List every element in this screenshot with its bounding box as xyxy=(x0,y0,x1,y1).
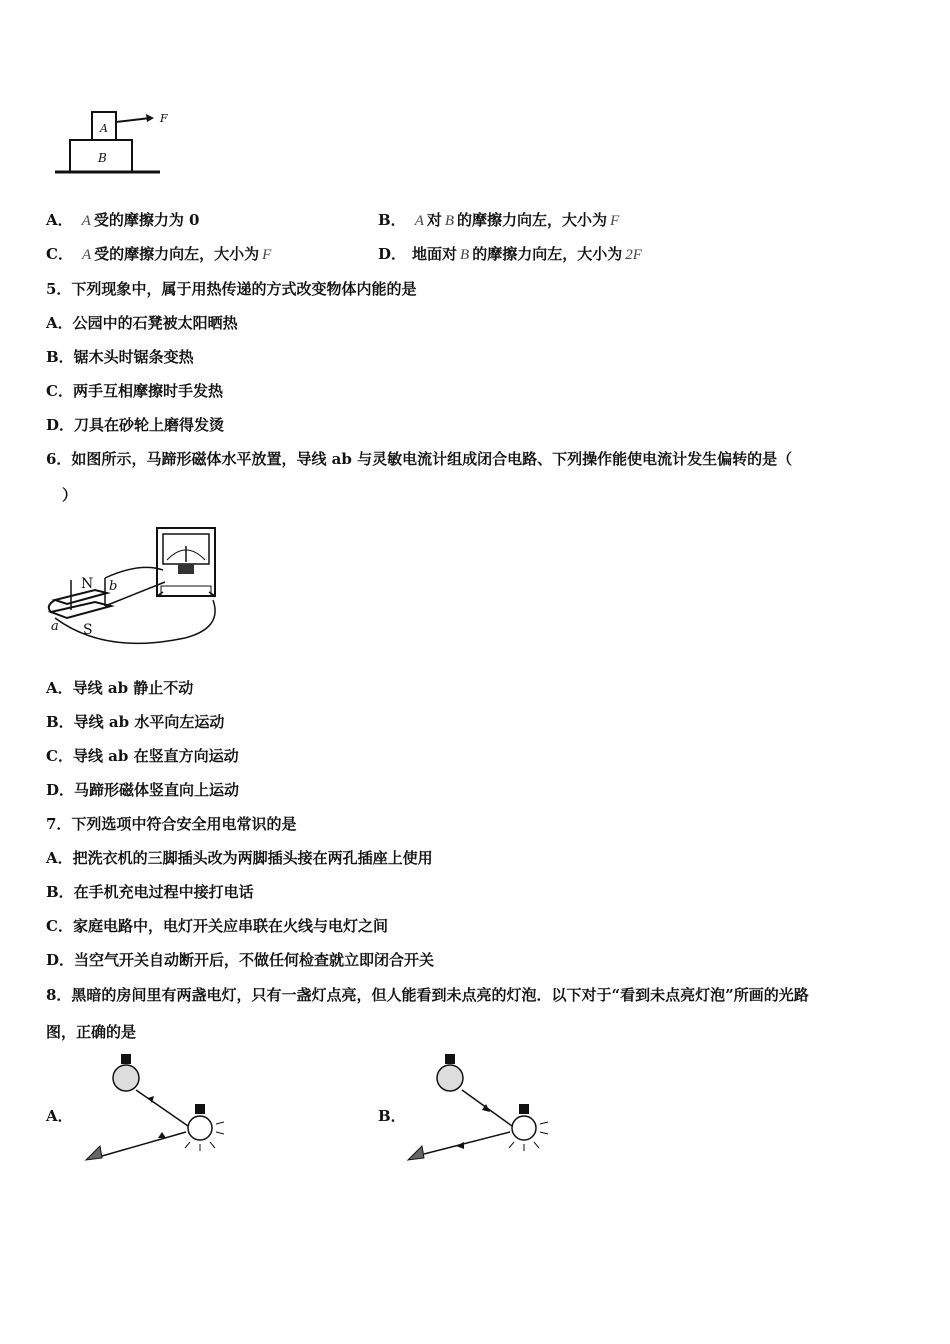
north-pole-label: N xyxy=(81,576,94,592)
q5-option-b: B．锯木头时锯条变热 xyxy=(46,348,194,366)
q4-option-c: C． A 受的摩擦力向左，大小为 F xyxy=(46,245,272,263)
q5-option-a: A．公园中的石凳被太阳晒热 xyxy=(46,314,238,332)
q7-stem: 7．下列选项中符合安全用电常识的是 xyxy=(46,815,297,833)
q6-option-d: D．马蹄形磁体竖直向上运动 xyxy=(46,781,240,799)
q8-stem-line1: 8．黑暗的房间里有两盏电灯，只有一盏灯点亮，但人能看到未点亮的灯泡．以下对于“看到未点亮灯泡”所画的光路 xyxy=(46,986,809,1004)
block-b-label: B xyxy=(98,151,107,165)
q8-option-b-label: B． xyxy=(378,1107,406,1125)
q6-stem-line1: 6．如图所示，马蹄形磁体水平放置，导线 ab 与灵敏电流计组成闭合电路、下列操作能使电流计发生偏转的是（ xyxy=(46,450,793,468)
q6-option-a: A．导线 ab 静止不动 xyxy=(46,679,194,697)
q6-option-c: C．导线 ab 在竖直方向运动 xyxy=(46,747,239,765)
q6-stem-line2: ） xyxy=(62,486,78,504)
q7-option-b: B．在手机充电过程中接打电话 xyxy=(46,883,254,901)
wire-a-label: a xyxy=(51,619,59,634)
stacked-blocks-figure xyxy=(50,100,180,185)
block-a-label: A xyxy=(100,122,108,135)
light-path-diagram-b xyxy=(400,1050,550,1165)
q5-option-d: D．刀具在砂轮上磨得发烫 xyxy=(46,416,225,434)
q8-option-a-label: A． xyxy=(46,1107,73,1125)
q7-option-d: D．当空气开关自动断开后，不做任何检查就立即闭合开关 xyxy=(46,951,435,969)
wire-b-label: b xyxy=(109,579,118,594)
q4-option-b: B． A 对 B 的摩擦力向左，大小为 F xyxy=(378,211,620,229)
q7-option-a: A．把洗衣机的三脚插头改为两脚插头接在两孔插座上使用 xyxy=(46,849,433,867)
magnet-galvanometer-figure xyxy=(45,520,235,645)
force-label: F xyxy=(160,112,168,125)
q6-option-b: B．导线 ab 水平向左运动 xyxy=(46,713,225,731)
south-pole-label: S xyxy=(83,622,93,638)
light-path-diagram-a xyxy=(78,1050,228,1165)
q8-stem-line2: 图，正确的是 xyxy=(46,1023,137,1041)
q4-option-a: A． A 受的摩擦力为 0 xyxy=(46,211,200,229)
q4-option-d: D． 地面对 B 的摩擦力向左，大小为 2F xyxy=(378,245,642,263)
q5-option-c: C．两手互相摩擦时手发热 xyxy=(46,382,223,400)
q5-stem: 5．下列现象中，属于用热传递的方式改变物体内能的是 xyxy=(46,280,417,298)
q7-option-c: C．家庭电路中，电灯开关应串联在火线与电灯之间 xyxy=(46,917,388,935)
